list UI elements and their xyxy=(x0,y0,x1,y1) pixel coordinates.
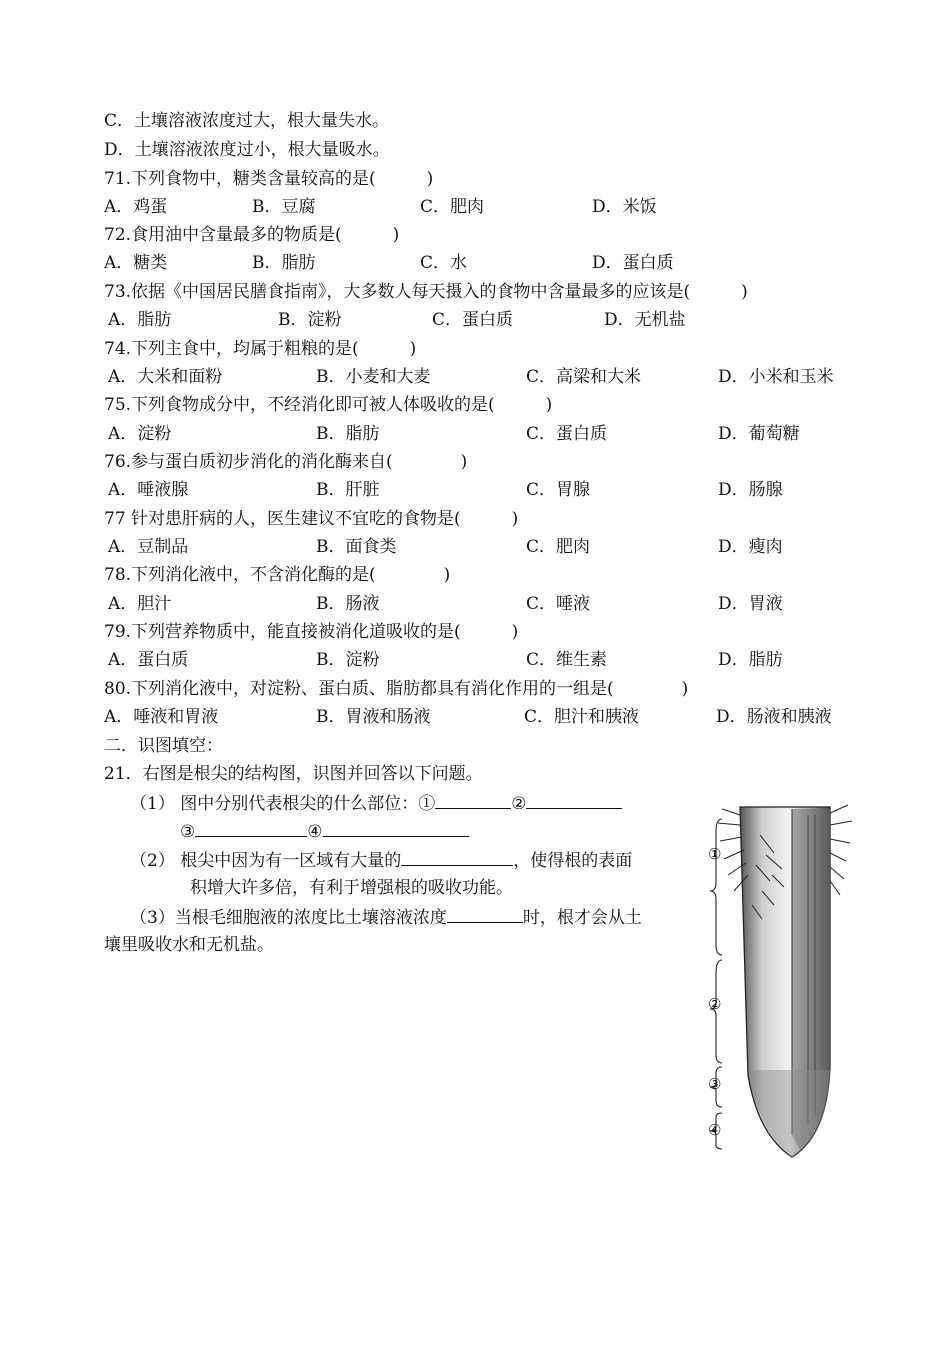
option-a: A．胆汁 xyxy=(108,594,172,614)
question-72-options xyxy=(104,250,924,276)
option-a: A．蛋白质 xyxy=(108,650,189,670)
root-tip-diagram xyxy=(700,795,870,1165)
zone-braces xyxy=(710,819,722,1149)
sub-question-1-line2: ③ ④ xyxy=(180,818,469,844)
zone-label-3: ③ xyxy=(708,1075,722,1093)
section-heading: 二．识图填空： xyxy=(104,736,223,756)
sub-question-3-line2: 壤里吸收水和无机盐。 xyxy=(104,935,274,955)
option-line: D．土壤溶液浓度过小，根大量吸水。 xyxy=(104,140,390,160)
question-79-options xyxy=(104,647,924,673)
question-75-options xyxy=(104,421,924,447)
question-80-stem: 80.下列消化液中，对淀粉、蛋白质、脂肪都具有消化作用的一组是( ) xyxy=(104,679,689,699)
option-d: D．无机盐 xyxy=(604,310,686,330)
option-d: D．肠腺 xyxy=(718,480,783,500)
option-c: C．唾液 xyxy=(526,594,591,614)
question-71-options xyxy=(104,194,924,220)
question-76-options xyxy=(104,477,924,503)
option-c: C．蛋白质 xyxy=(526,424,608,444)
option-line: C．土壤溶液浓度过大，根大量失水。 xyxy=(104,111,390,131)
option-b: B．脂肪 xyxy=(252,253,316,273)
answer-blank-4[interactable] xyxy=(323,818,469,837)
answer-blank-6[interactable] xyxy=(447,904,523,923)
sub-question-3: （3）当根毛细胞液的浓度比土壤溶液浓度 时，根才会从土 xyxy=(130,904,642,930)
zone-label-2: ② xyxy=(708,995,722,1013)
question-76-stem: 76.参与蛋白质初步消化的消化酶来自( ) xyxy=(104,452,468,472)
option-c: C．维生素 xyxy=(526,650,608,670)
question-78-stem: 78.下列消化液中，不含消化酶的是( ) xyxy=(104,565,451,585)
question-77-stem: 77 针对患肝病的人，医生建议不宜吃的食物是( ) xyxy=(104,509,519,529)
answer-blank-3[interactable] xyxy=(195,818,307,837)
question-78-options xyxy=(104,591,924,617)
option-b: B．肝脏 xyxy=(316,480,380,500)
option-b: B．豆腐 xyxy=(252,197,316,217)
option-d: D．脂肪 xyxy=(718,650,783,670)
question-21-stem: 21．右图是根尖的结构图，识图并回答以下问题。 xyxy=(104,764,483,784)
option-c: C．胆汁和胰液 xyxy=(524,707,640,727)
question-73-options xyxy=(104,307,924,333)
option-c: C．胃腺 xyxy=(526,480,591,500)
question-71-stem: 71.下列食物中，糖类含量较高的是( ) xyxy=(104,169,434,189)
option-c: C．水 xyxy=(420,253,468,273)
option-d: D．葡萄糖 xyxy=(718,424,800,444)
option-d: D．胃液 xyxy=(718,594,783,614)
answer-blank-2[interactable] xyxy=(526,790,622,809)
option-b: B．小麦和大麦 xyxy=(316,367,431,387)
option-a: A．唾液腺 xyxy=(108,480,189,500)
sub-question-2: （2） 根尖中因为有一区域有大量的 ，使得根的表面 xyxy=(130,847,632,873)
option-b: B．面食类 xyxy=(316,537,397,557)
option-a: A．豆制品 xyxy=(108,537,189,557)
root-cap xyxy=(748,1070,830,1157)
question-77-options xyxy=(104,534,924,560)
option-a: A．大米和面粉 xyxy=(108,367,223,387)
option-b: B．脂肪 xyxy=(316,424,380,444)
question-73-stem: 73.依据《中国居民膳食指南》，大多数人每天摄入的食物中含量最多的应该是( ) xyxy=(104,282,748,302)
option-d: D．肠液和胰液 xyxy=(716,707,832,727)
answer-blank-5[interactable] xyxy=(401,847,513,866)
option-c: C．肥肉 xyxy=(526,537,591,557)
question-74-options xyxy=(104,364,924,390)
question-79-stem: 79.下列营养物质中，能直接被消化道吸收的是( ) xyxy=(104,622,519,642)
question-74-stem: 74.下列主食中，均属于粗粮的是( ) xyxy=(104,339,417,359)
option-c: C．肥肉 xyxy=(420,197,485,217)
question-72-stem: 72.食用油中含量最多的物质是( ) xyxy=(104,225,400,245)
sub-question-1: （1） 图中分别代表根尖的什么部位：① ② xyxy=(130,790,622,816)
zone-label-1: ① xyxy=(708,845,722,863)
option-b: B．肠液 xyxy=(316,594,380,614)
option-a: A．淀粉 xyxy=(108,424,172,444)
option-d: D．蛋白质 xyxy=(592,253,674,273)
option-a: A．脂肪 xyxy=(108,310,172,330)
option-a: A．唾液和胃液 xyxy=(104,707,219,727)
question-80-options xyxy=(104,704,924,730)
option-c: C．蛋白质 xyxy=(432,310,514,330)
question-75-stem: 75.下列食物成分中，不经消化即可被人体吸收的是( ) xyxy=(104,395,553,415)
option-c: C．高梁和大米 xyxy=(526,367,642,387)
sub-question-2-line2: 积增大许多倍，有利于增强根的吸收功能。 xyxy=(190,878,513,898)
answer-blank-1[interactable] xyxy=(435,790,511,809)
option-d: D．小米和玉米 xyxy=(718,367,834,387)
option-d: D．米饭 xyxy=(592,197,657,217)
option-d: D．瘦肉 xyxy=(718,537,783,557)
option-a: A．鸡蛋 xyxy=(104,197,168,217)
option-b: B．淀粉 xyxy=(278,310,342,330)
option-b: B．淀粉 xyxy=(316,650,380,670)
option-a: A．糖类 xyxy=(104,253,168,273)
zone-label-4: ④ xyxy=(708,1121,722,1139)
option-b: B．胃液和肠液 xyxy=(316,707,431,727)
